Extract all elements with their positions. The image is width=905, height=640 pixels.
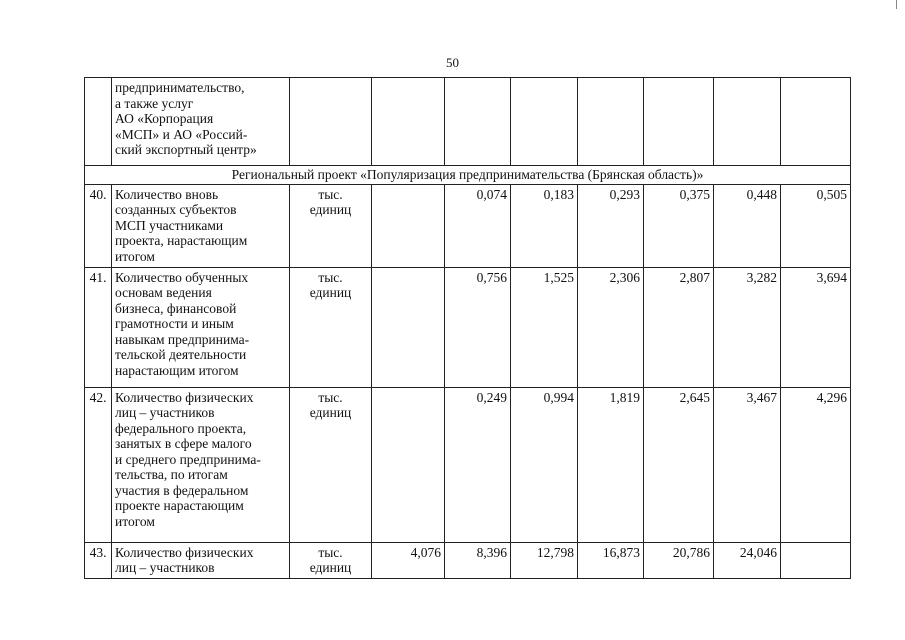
indicator-name-cell bbox=[112, 387, 290, 542]
name-line: Количество физических bbox=[115, 389, 254, 405]
name-line: грамотности и иным bbox=[115, 316, 234, 331]
unit-line: единиц bbox=[309, 560, 352, 575]
table-row-40 bbox=[85, 184, 851, 267]
unit-cell bbox=[290, 267, 372, 387]
value-cell: 3,282 bbox=[714, 267, 781, 387]
value-cell bbox=[714, 78, 781, 166]
value-cell: 4,296 bbox=[781, 387, 851, 542]
page-number: 50 bbox=[446, 55, 459, 70]
name-line: итогом bbox=[115, 248, 155, 264]
value-cell: 2,306 bbox=[578, 267, 644, 387]
value-cell: 24,046 bbox=[714, 542, 781, 578]
name-line: «МСП» и АО «Россий- bbox=[115, 126, 248, 142]
name-line: занятых в сфере малого bbox=[115, 436, 252, 451]
name-line: Количество обученных bbox=[115, 269, 249, 285]
value-cell: 12,798 bbox=[511, 542, 578, 578]
name-line: проекте нарастающим bbox=[115, 498, 244, 513]
name-line: МСП участниками bbox=[115, 217, 224, 233]
unit-cell bbox=[290, 78, 372, 166]
value-cell: 8,396 bbox=[445, 542, 511, 578]
table-row-42 bbox=[85, 387, 851, 542]
name-line: Количество вновь bbox=[115, 186, 219, 202]
name-line: федерального проекта, bbox=[115, 420, 247, 436]
unit-line: тыс. bbox=[318, 186, 343, 202]
value-cell: 3,467 bbox=[714, 387, 781, 542]
indicator-name-cell bbox=[112, 78, 290, 166]
unit-cell bbox=[290, 387, 372, 542]
row-number-cell: 41. bbox=[85, 267, 112, 387]
section-row bbox=[85, 166, 851, 185]
indicator-name-cell bbox=[112, 267, 290, 387]
value-cell: 1,525 bbox=[511, 267, 578, 387]
name-line: навыкам предпринима- bbox=[115, 331, 250, 347]
name-line: тельской деятельности bbox=[115, 347, 247, 362]
unit-cell bbox=[290, 184, 372, 267]
name-line: участия в федеральном bbox=[115, 482, 249, 498]
value-cell: 0,249 bbox=[445, 387, 511, 542]
value-cell: 0,505 bbox=[781, 184, 851, 267]
value-cell bbox=[445, 78, 511, 166]
name-line: а также услуг bbox=[115, 95, 194, 111]
row-number-cell: 42. bbox=[85, 387, 112, 542]
name-line: бизнеса, финансовой bbox=[115, 300, 237, 316]
margin-mark bbox=[896, 0, 897, 9]
name-line: лиц – участников bbox=[115, 560, 215, 575]
name-line: созданных субъектов bbox=[115, 202, 237, 217]
value-cell bbox=[644, 78, 714, 166]
base-value-cell bbox=[372, 387, 445, 542]
table-row-continued bbox=[85, 78, 851, 166]
value-cell: 1,819 bbox=[578, 387, 644, 542]
value-cell: 20,786 bbox=[644, 542, 714, 578]
name-line: предпринимательство, bbox=[115, 80, 245, 95]
value-cell: 0,994 bbox=[511, 387, 578, 542]
section-title: Региональный проект «Популяризация предпринимательства (Брянская область)» bbox=[85, 166, 851, 185]
name-line: лиц – участников bbox=[115, 405, 215, 420]
name-line: АО «Корпорация bbox=[115, 111, 214, 126]
row-number-cell: 40. bbox=[85, 184, 112, 267]
row-number-cell bbox=[85, 78, 112, 166]
unit-line: единиц bbox=[309, 202, 352, 217]
unit-line: тыс. bbox=[318, 269, 343, 285]
value-cell: 2,807 bbox=[644, 267, 714, 387]
base-value-cell bbox=[372, 184, 445, 267]
indicator-name-cell bbox=[112, 184, 290, 267]
indicator-name-cell bbox=[112, 542, 290, 578]
value-cell: 0,293 bbox=[578, 184, 644, 267]
name-line: Количество физических bbox=[115, 544, 254, 560]
value-cell: 0,448 bbox=[714, 184, 781, 267]
unit-line: единиц bbox=[309, 405, 352, 420]
value-cell: 16,873 bbox=[578, 542, 644, 578]
indicators-table bbox=[84, 77, 851, 579]
value-cell: 0,074 bbox=[445, 184, 511, 267]
name-line: итогом bbox=[115, 513, 155, 529]
table-row-41 bbox=[85, 267, 851, 387]
value-cell bbox=[781, 542, 851, 578]
name-line: и среднего предпринима- bbox=[115, 451, 261, 467]
value-cell: 0,183 bbox=[511, 184, 578, 267]
name-line: основам ведения bbox=[115, 285, 212, 300]
value-cell: 2,645 bbox=[644, 387, 714, 542]
base-value-cell bbox=[372, 267, 445, 387]
value-cell: 3,694 bbox=[781, 267, 851, 387]
base-value-cell bbox=[372, 78, 445, 166]
unit-line: тыс. bbox=[318, 544, 343, 560]
row-number-cell: 43. bbox=[85, 542, 112, 578]
name-line: нарастающим итогом bbox=[115, 362, 239, 378]
value-cell bbox=[511, 78, 578, 166]
unit-cell bbox=[290, 542, 372, 578]
unit-line: единиц bbox=[309, 285, 352, 300]
unit-line: тыс. bbox=[318, 389, 343, 405]
table-row-43 bbox=[85, 542, 851, 578]
base-value-cell: 4,076 bbox=[372, 542, 445, 578]
value-cell: 0,375 bbox=[644, 184, 714, 267]
value-cell bbox=[578, 78, 644, 166]
name-line: проекта, нарастающим bbox=[115, 233, 248, 248]
name-line: ский экспортный центр» bbox=[115, 142, 257, 157]
value-cell: 0,756 bbox=[445, 267, 511, 387]
name-line: тельства, по итогам bbox=[115, 467, 228, 482]
value-cell bbox=[781, 78, 851, 166]
